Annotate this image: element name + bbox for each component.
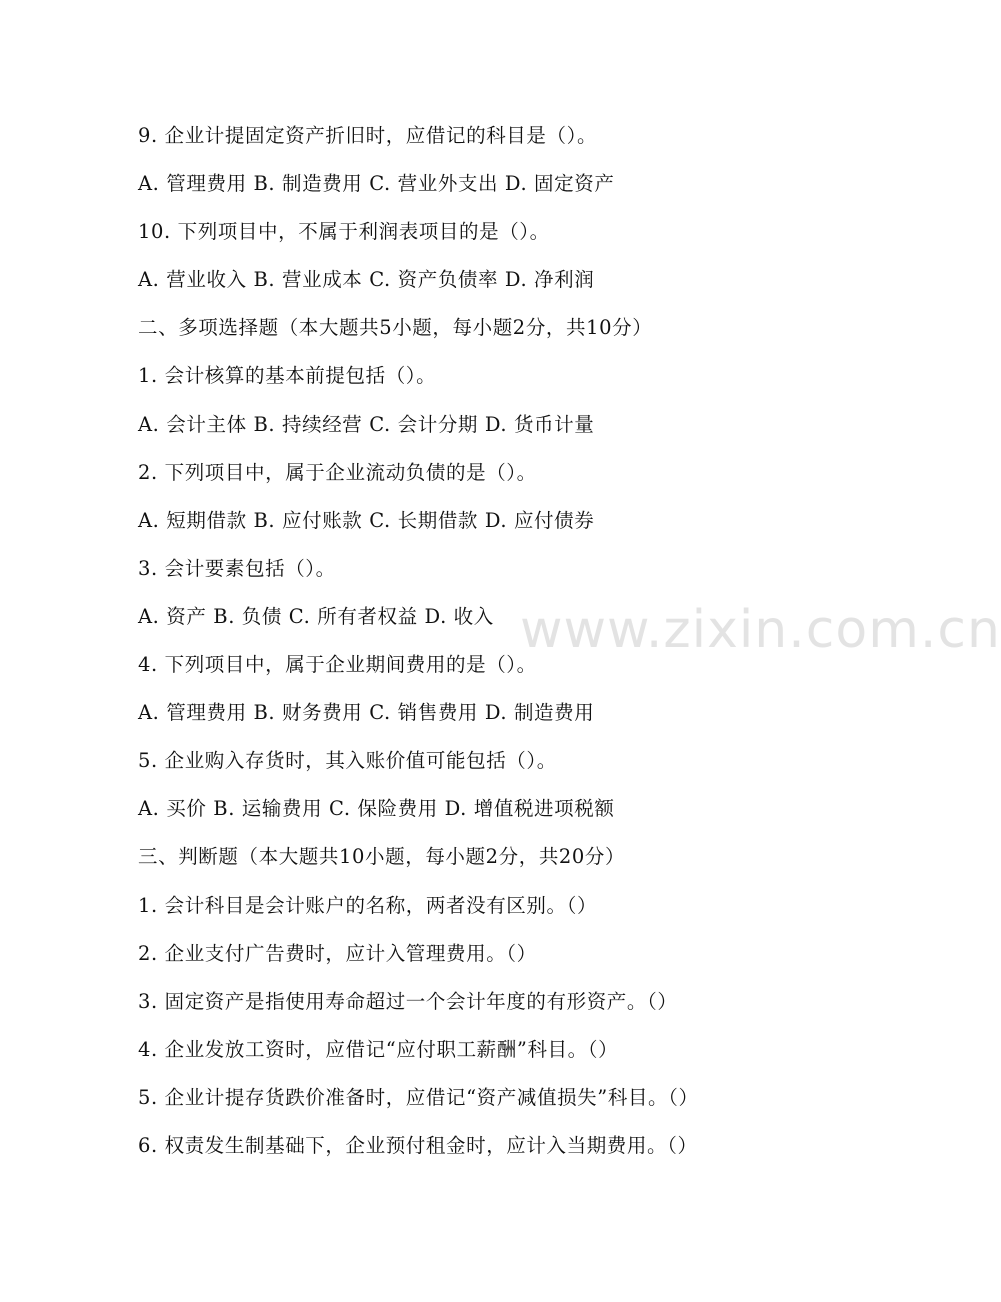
watermark: www.zixin.com.cn [520,600,1001,660]
question-10-options: A. 营业收入 B. 营业成本 C. 资产负债率 D. 净利润 [138,268,595,291]
tf-question-2: 2. 企业支付广告费时，应计入管理费用。（） [138,942,537,965]
mc-question-5: 5. 企业购入存货时，其入账价值可能包括（）。 [138,749,557,772]
mc-question-1-options: A. 会计主体 B. 持续经营 C. 会计分期 D. 货币计量 [138,413,595,436]
mc-question-2: 2. 下列项目中，属于企业流动负债的是（）。 [138,461,537,484]
mc-question-1: 1. 会计核算的基本前提包括（）。 [138,364,437,387]
question-9: 9. 企业计提固定资产折旧时，应借记的科目是（）。 [138,124,598,147]
tf-question-3: 3. 固定资产是指使用寿命超过一个会计年度的有形资产。（） [138,990,678,1013]
tf-question-1: 1. 会计科目是会计账户的名称，两者没有区别。（） [138,894,598,917]
tf-question-6: 6. 权责发生制基础下，企业预付租金时，应计入当期费用。（） [138,1134,698,1157]
tf-question-5: 5. 企业计提存货跌价准备时，应借记“资产减值损失”科目。（） [138,1086,699,1109]
mc-question-3-options: A. 资产 B. 负债 C. 所有者权益 D. 收入 [138,605,494,628]
section-heading-multiple-choice: 二、多项选择题（本大题共5小题，每小题2分，共10分） [138,316,653,339]
mc-question-3: 3. 会计要素包括（）。 [138,557,336,580]
question-10: 10. 下列项目中，不属于利润表项目的是（）。 [138,220,550,243]
mc-question-2-options: A. 短期借款 B. 应付账款 C. 长期借款 D. 应付债券 [138,509,595,532]
mc-question-4: 4. 下列项目中，属于企业期间费用的是（）。 [138,653,537,676]
mc-question-5-options: A. 买价 B. 运输费用 C. 保险费用 D. 增值税进项税额 [138,797,615,820]
question-9-options: A. 管理费用 B. 制造费用 C. 营业外支出 D. 固定资产 [138,172,615,195]
tf-question-4: 4. 企业发放工资时，应借记“应付职工薪酬”科目。（） [138,1038,619,1061]
mc-question-4-options: A. 管理费用 B. 财务费用 C. 销售费用 D. 制造费用 [138,701,595,724]
section-heading-true-false: 三、判断题（本大题共10小题，每小题2分，共20分） [138,845,626,868]
